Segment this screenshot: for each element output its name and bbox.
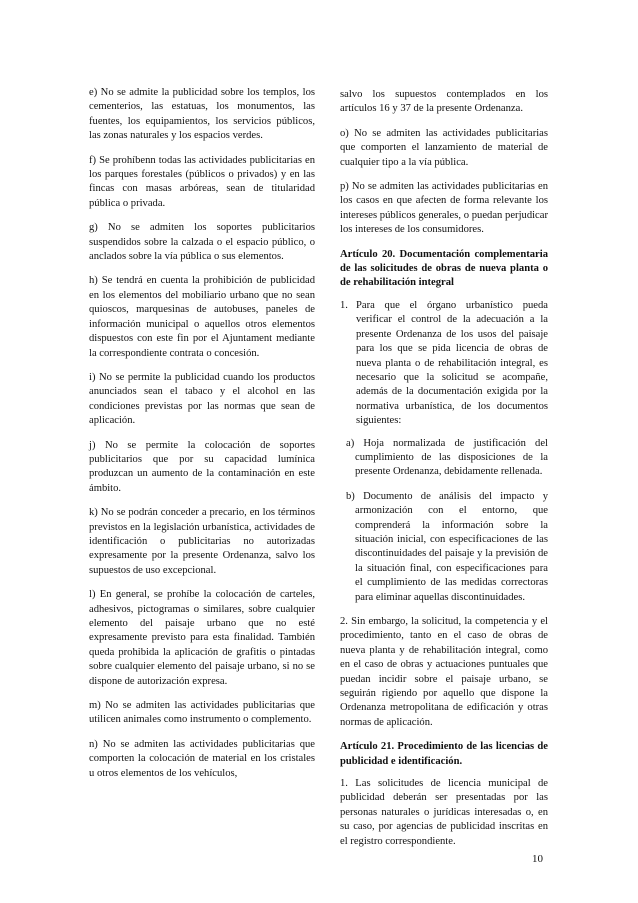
paragraph-l: l) En general, se prohíbe la colocación de carteles, adhesivos, pictogramas o similares, sobre cualquier elemento del paisaje urbano que no esté expresamente previsto para esta finalidad. También queda prohibida la aplicación de grafitis o pintadas sobre cualquier elemento del paisaje urbano, si no se dispone de autorización expresa. <box>89 589 315 687</box>
paragraph-g: g) No se admiten los soportes publicitarios suspendidos sobre la calzada o el espacio público, o anclados sobre la vía pública o sus elementos. <box>89 222 315 263</box>
paragraph-k: k) No se podrán conceder a precario, en los términos previstos en la legislación urbanística, actividades de identificación o publicitarias no autorizadas expresamente por la presente Ordenanza, salvo los supuestos de uso excepcional. <box>89 507 315 576</box>
article-20-heading: Artículo 20. Documentación complementaria de las solicitudes de obras de nueva planta o de rehabilitación integral <box>340 248 548 289</box>
paragraph-j: j) No se permite la colocación de soportes publicitarios que por su capacidad lumínica produzcan un aumento de la contaminación en este ámbito. <box>89 439 315 494</box>
paragraph-n: n) No se admiten las actividades publicitarias que comporten la colocación de material en los cristales u otros elementos de los vehículos, <box>89 738 315 779</box>
subitem-b: b) Documento de análisis del impacto y armonización con el entorno, que comprenderá la información sobre la situación inicial, con especificaciones de las discontinuidades del paisaje y la previsión de la situación final, con especificaciones para el cumplimiento de las medidas correctoras para eliminar aquellas discontinuidades. <box>346 490 548 603</box>
subitem-a: a) Hoja normalizada de justificación del cumplimiento de las disposiciones de la presente Ordenanza, debidamente rellenada. <box>346 437 548 478</box>
left-column <box>89 86 315 791</box>
item-number: 1. <box>340 299 348 311</box>
paragraph-n-continued: salvo los supuestos contemplados en los artículos 16 y 37 de la presente Ordenanza. <box>340 89 548 115</box>
item-text: Para que el órgano urbanístico pueda verificar el control de la adecuación a la presente Ordenanza de los usos del paisaje para los que se pida licencia de obras de nueva planta o de rehabilitación integral, es necesario que la solicitud se acompañe, además de la documentación exigida por la normativa urbanística, de los documentos siguientes: <box>356 299 548 427</box>
article-21-heading: Artículo 21. Procedimiento de las licencias de publicidad e identificación. <box>340 741 548 767</box>
article-20-item-1 <box>340 299 548 429</box>
paragraph-e: e) No se admite la publicidad sobre los templos, los cementerios, las estatuas, los monumentos, las fuentes, los equipamientos, los servicios públicos, las zonas naturales y los espacios verdes. <box>89 87 315 142</box>
article-20-paragraph-2: 2. Sin embargo, la solicitud, la competencia y el procedimiento, tanto en el caso de obras de nueva planta y de rehabilitación integral, como en el caso de obras y actuaciones puntuales que puedan incidir sobre el paisaje urbano, se seguirán rigiendo por aquello que dispone la Ordenanza metropolitana de edificación y otras normas de aplicación. <box>340 616 548 728</box>
paragraph-i: i) No se permite la publicidad cuando los productos anunciados sean el tabaco y el alcohol en las condiciones previstas por las normas que sean de aplicación. <box>89 371 315 427</box>
paragraph-p: p) No se admiten las actividades publicitarias en los casos en que afecten de forma relevante los intereses públicos generales, o puedan perjudicar los intereses de los consumidores. <box>340 181 548 236</box>
page-number: 10 <box>532 853 543 865</box>
right-column <box>340 88 548 859</box>
paragraph-m: m) No se admiten las actividades publicitarias que utilicen animales como instrumento o complemento. <box>89 700 315 726</box>
paragraph-h: h) Se tendrá en cuenta la prohibición de publicidad en los elementos del mobiliario urbano que no sean quioscos, marquesinas de autobuses, paneles de información municipal o aquellos otros elementos dispuestos con este fin por el Ajuntament mediante la correspondiente contrata o concesión. <box>89 275 315 359</box>
paragraph-o: o) No se admiten las actividades publicitarias que comporten el lanzamiento de material de cualquier tipo a la vía pública. <box>340 127 548 168</box>
paragraph-f: f) Se prohíbenn todas las actividades publicitarias en los parques forestales (públicos o privados) y en las fincas con masas arbóreas, sean de titularidad pública o privada. <box>89 154 315 209</box>
article-21-paragraph-1: 1. Las solicitudes de licencia municipal de publicidad deberán ser presentadas por las personas naturales o jurídicas interesadas o, en su caso, por agencias de publicidad inscritas en el registro correspondiente. <box>340 778 548 847</box>
